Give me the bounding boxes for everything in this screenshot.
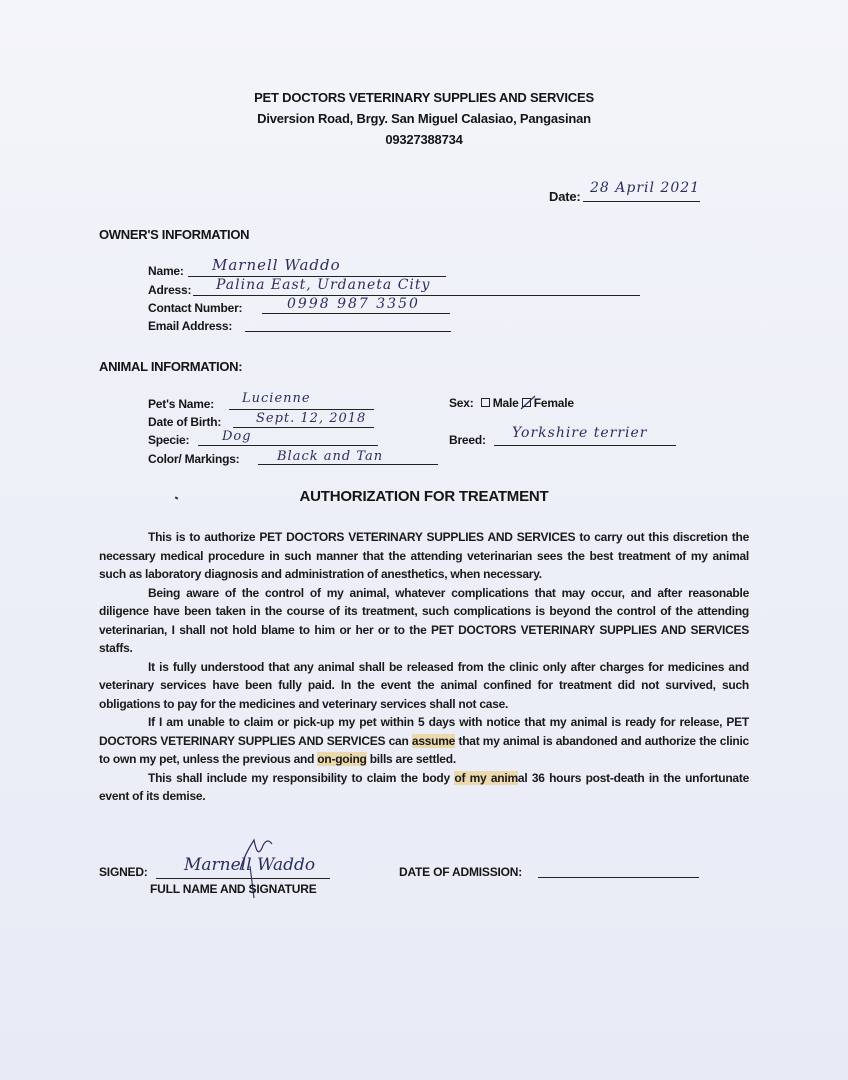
date-value[interactable]: 28 April 2021 [590, 180, 701, 196]
highlight-on-going: on-going [317, 752, 367, 766]
owner-contact-label: Contact Number: [148, 301, 243, 315]
sex-field [449, 396, 574, 410]
breed-value[interactable]: Yorkshire terrier [512, 425, 648, 441]
color-label: Color/ Markings: [148, 452, 240, 466]
female-option[interactable] [522, 396, 574, 410]
breed-line [494, 445, 676, 446]
highlight-assume: assume [411, 733, 456, 748]
owner-name-label: Name: [148, 264, 184, 278]
signature-caption: FULL NAME AND SIGNATURE [150, 882, 317, 896]
specie-label: Specie: [148, 433, 190, 447]
signature-value[interactable]: Marnell Waddo [184, 855, 316, 875]
pet-name-line [229, 409, 374, 410]
company-phone: 09327388734 [385, 132, 463, 147]
specie-value[interactable]: Dog [222, 429, 252, 444]
admission-line [538, 877, 699, 878]
breed-label: Breed: [449, 433, 486, 447]
owner-address-value[interactable]: Palina East, Urdaneta City [216, 277, 431, 293]
owner-email-line [245, 331, 451, 332]
specie-line [198, 445, 378, 446]
date-label: Date: [549, 189, 581, 204]
color-value[interactable]: Black and Tan [277, 449, 384, 464]
company-address: Diversion Road, Brgy. San Miguel Calasiao, Pangasinan [257, 111, 591, 126]
owner-contact-value[interactable]: 0998 987 3350 [287, 296, 420, 312]
signed-label: SIGNED: [99, 865, 148, 879]
authorization-body [99, 528, 749, 806]
admission-label: DATE OF ADMISSION: [399, 865, 523, 879]
owner-name-value[interactable]: Marnell Waddo [212, 256, 341, 274]
dob-label: Date of Birth: [148, 415, 222, 429]
date-line [583, 201, 700, 202]
paragraph-2: Being aware of the control of my animal, whatever complications that may occur, and after reasonable diligence have been taken in the course of its treatment, such complications is beyond the control of the attending veterinarian, I shall not hold blame to him or her or to the PET DOCTORS VETERINARY SUPPLIES AND SERVICES staffs. [99, 585, 749, 655]
paragraph-3: It is fully understood that any animal shall be released from the clinic only after charges for medicines and veterinary services have been fully paid. In the event the animal confined for treatment did not survived, such obligations to pay for the medicines and veterinary services shall not case. [99, 659, 749, 711]
female-check-mark-icon [520, 394, 536, 410]
male-label: Male [492, 396, 519, 410]
pet-name-label: Pet's Name: [148, 397, 215, 411]
male-checkbox[interactable] [481, 398, 490, 407]
owner-address-label: Adress: [148, 283, 192, 297]
company-name: PET DOCTORS VETERINARY SUPPLIES AND SERVICES [254, 90, 594, 105]
authorization-title: AUTHORIZATION FOR TREATMENT [299, 488, 549, 505]
dob-value[interactable]: Sept. 12, 2018 [256, 411, 367, 426]
owner-email-label: Email Address: [148, 319, 233, 333]
paragraph-5: This shall include my responsibility to claim the body of my animal 36 hours post-death in the unfortunate event of its demise. [99, 770, 750, 803]
paragraph-1: This is to authorize PET DOCTORS VETERINARY SUPPLIES AND SERVICES to carry out this discretion the necessary medical procedure in such manner that the attending veterinarian sees the best treatment of my animal such as laboratory diagnosis and administration of anesthetics, when necessary. [99, 530, 749, 581]
animal-heading: ANIMAL INFORMATION: [99, 359, 243, 374]
pet-name-value[interactable]: Lucienne [242, 391, 311, 406]
paragraph-4: If I am unable to claim or pick-up my pet within 5 days with notice that my animal is ready for release, PET DOCTORS VETERINARY SUPPLIES AND SERVICES can assume that my animal is abandoned and authorize the clinic to own my pet, unless the previous and on-going bills are settled. [99, 715, 749, 766]
owner-contact-line [262, 313, 450, 314]
owner-heading: OWNER'S INFORMATION [99, 227, 250, 242]
color-line [258, 464, 438, 465]
highlight-of-my-anim: of my anim [454, 770, 518, 785]
dob-line [233, 427, 374, 428]
female-label: Female [533, 396, 574, 410]
sex-label: Sex: [449, 396, 474, 410]
